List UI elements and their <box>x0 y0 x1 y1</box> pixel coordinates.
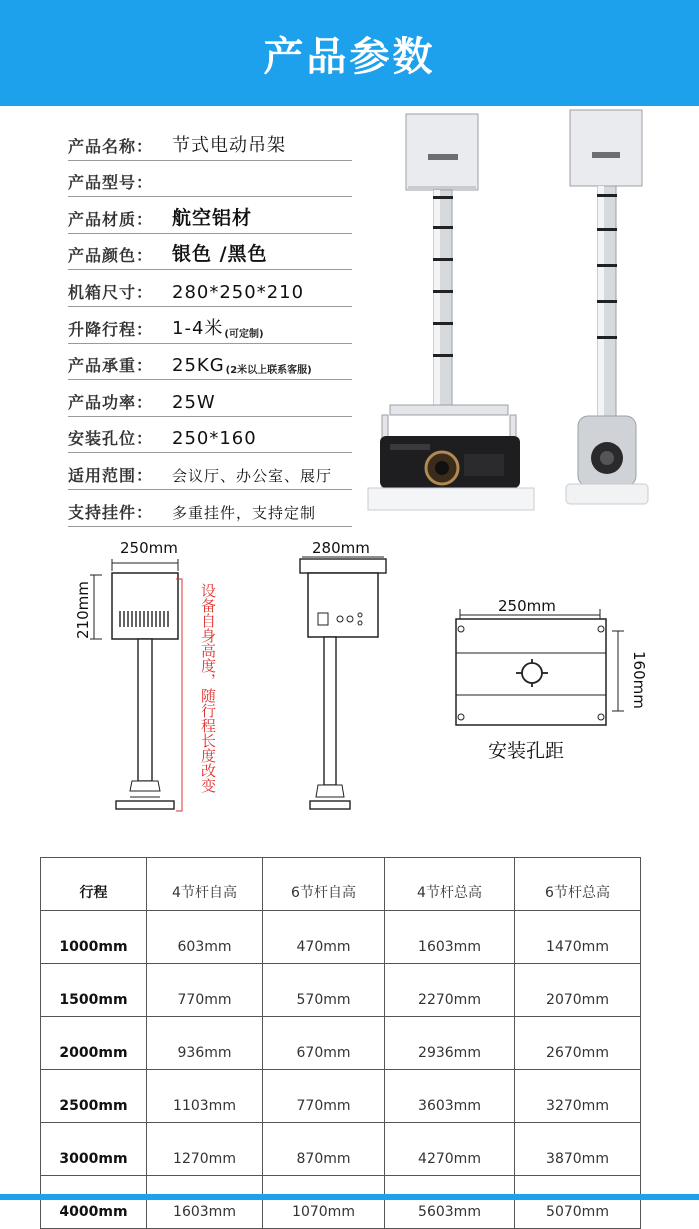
table-cell: 5603mm <box>385 1176 515 1229</box>
front-view-drawing <box>300 539 386 809</box>
spec-value: 会议厅、办公室、展厅 <box>172 466 333 485</box>
spec-label: 升降行程： <box>68 319 154 339</box>
table-cell: 3603mm <box>385 1070 515 1123</box>
spec-value: 280*250*210 <box>172 281 305 303</box>
front-width-label: 280mm <box>312 539 370 557</box>
spec-row-name <box>68 124 352 161</box>
table-row <box>41 1017 641 1070</box>
camera-lift-photo <box>566 110 648 504</box>
table-header-cell: 6节杆总高 <box>515 858 641 911</box>
travel-height-table <box>40 857 640 1220</box>
table-header-cell: 4节杆自高 <box>147 858 263 911</box>
spec-row-model <box>68 161 352 198</box>
side-height-label: 210mm <box>74 581 92 639</box>
spec-row-box-size <box>68 270 352 307</box>
table-row <box>41 1123 641 1176</box>
spec-value: 多重挂件，支持定制 <box>172 503 317 522</box>
table-cell: 470mm <box>263 911 385 964</box>
dimension-drawings <box>60 535 690 835</box>
spec-value: 节式电动吊架 <box>172 134 286 156</box>
table-cell: 770mm <box>263 1070 385 1123</box>
spec-value: 25W <box>172 391 216 413</box>
table-cell: 2936mm <box>385 1017 515 1070</box>
page-header <box>0 0 699 106</box>
spec-label: 产品材质： <box>68 209 154 229</box>
spec-value: 1-4米 <box>172 317 224 339</box>
spec-label: 支持挂件： <box>68 502 154 522</box>
spec-row-holes <box>68 417 352 454</box>
spec-label: 产品颜色： <box>68 246 154 266</box>
table-cell: 3870mm <box>515 1123 641 1176</box>
spec-value: 航空铝材 <box>172 206 253 229</box>
spec-row-material <box>68 197 352 234</box>
table-cell: 2500mm <box>41 1070 147 1123</box>
table-header-cell: 4节杆总高 <box>385 858 515 911</box>
spec-table <box>40 857 641 1229</box>
table-cell: 570mm <box>263 964 385 1017</box>
table-cell: 1270mm <box>147 1123 263 1176</box>
page-title: 产品参数 <box>263 33 436 80</box>
mount-plate-drawing <box>456 597 648 762</box>
table-row <box>41 1176 641 1229</box>
spec-label: 安装孔位： <box>68 429 154 449</box>
table-cell: 5070mm <box>515 1176 641 1229</box>
spec-note: (2米以上联系客服) <box>225 365 312 377</box>
table-cell: 1070mm <box>263 1176 385 1229</box>
table-header-cell: 6节杆自高 <box>263 858 385 911</box>
spec-list <box>68 124 352 527</box>
spec-value: 250*160 <box>172 428 257 450</box>
table-header-cell: 行程 <box>41 858 147 911</box>
table-row <box>41 1070 641 1123</box>
table-cell: 1103mm <box>147 1070 263 1123</box>
table-cell: 4000mm <box>41 1176 147 1229</box>
spec-label: 产品名称： <box>68 136 154 156</box>
spec-row-load <box>68 344 352 381</box>
side-view-drawing <box>74 539 182 811</box>
product-photos <box>360 108 690 518</box>
side-width-label: 250mm <box>120 539 178 557</box>
bottom-accent-bar <box>0 1194 699 1200</box>
mount-height-label: 160mm <box>630 651 648 709</box>
mount-caption: 安装孔距 <box>488 740 565 762</box>
table-cell: 2070mm <box>515 964 641 1017</box>
spec-row-color <box>68 234 352 271</box>
table-cell: 670mm <box>263 1017 385 1070</box>
table-cell: 1603mm <box>385 911 515 964</box>
spec-label: 适用范围： <box>68 465 154 485</box>
spec-value: 25KG <box>172 355 225 377</box>
table-cell: 1470mm <box>515 911 641 964</box>
table-cell: 870mm <box>263 1123 385 1176</box>
table-cell: 770mm <box>147 964 263 1017</box>
table-cell: 3000mm <box>41 1123 147 1176</box>
spec-note: (可定制) <box>224 328 264 340</box>
table-cell: 1500mm <box>41 964 147 1017</box>
spec-value: 银色 /黑色 <box>172 243 268 266</box>
table-cell: 4270mm <box>385 1123 515 1176</box>
table-cell: 3270mm <box>515 1070 641 1123</box>
table-cell: 2670mm <box>515 1017 641 1070</box>
spec-row-mounts <box>68 490 352 527</box>
table-cell: 2270mm <box>385 964 515 1017</box>
spec-label: 产品承重： <box>68 356 154 376</box>
spec-row-travel <box>68 307 352 344</box>
table-cell: 603mm <box>147 911 263 964</box>
table-cell: 2000mm <box>41 1017 147 1070</box>
spec-label: 产品功率： <box>68 392 154 412</box>
spec-label: 机箱尺寸： <box>68 282 154 302</box>
table-row <box>41 964 641 1017</box>
table-row <box>41 911 641 964</box>
spec-row-usage <box>68 453 352 490</box>
table-cell: 1000mm <box>41 911 147 964</box>
spec-row-power <box>68 380 352 417</box>
spec-label: 产品型号： <box>68 173 154 193</box>
mount-width-label: 250mm <box>498 597 556 615</box>
table-header-row <box>41 858 641 911</box>
height-note: 设备自身高度，随行程长度改变 <box>199 583 217 793</box>
table-cell: 1603mm <box>147 1176 263 1229</box>
projector-lift-photo <box>368 114 534 510</box>
table-cell: 936mm <box>147 1017 263 1070</box>
